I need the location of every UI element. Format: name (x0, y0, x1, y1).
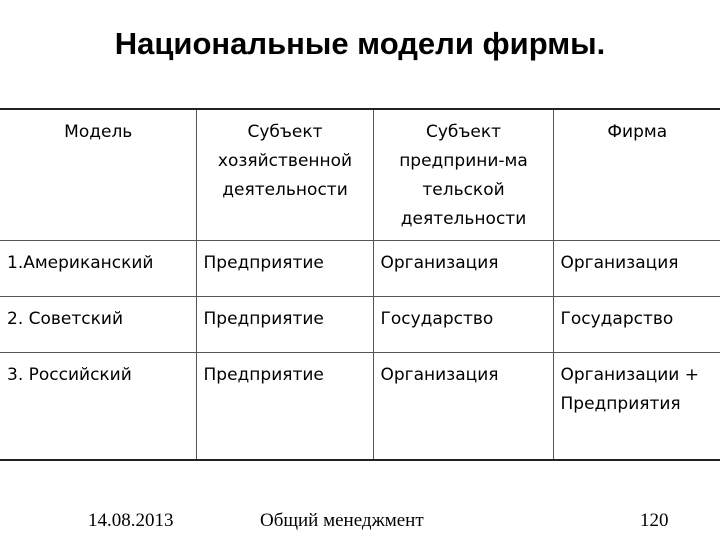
table-cell: 1.Американский (0, 241, 196, 297)
table-cell: Государство (553, 297, 720, 353)
table-cell: Государство (373, 297, 553, 353)
table-cell: Организация (373, 353, 553, 461)
header-entrepreneurial-subject: Субъект предприни-ма тельской деятельности (373, 109, 553, 241)
table-cell: Организация (553, 241, 720, 297)
table-header-row (0, 109, 720, 241)
header-firm: Фирма (553, 109, 720, 241)
footer-page-number: 120 (640, 510, 669, 531)
table-cell: Организации + Предприятия (553, 353, 720, 461)
slide-title: Национальные модели фирмы. (114, 26, 606, 61)
header-model: Модель (0, 109, 196, 241)
table-cell: 2. Советский (0, 297, 196, 353)
table-row (0, 297, 720, 353)
footer-date: 14.08.2013 (88, 510, 174, 531)
header-business-subject: Субъект хозяйственной деятельности (196, 109, 373, 241)
table-row (0, 353, 720, 461)
table-cell: Предприятие (196, 353, 373, 461)
table-cell: Предприятие (196, 241, 373, 297)
table-row (0, 241, 720, 297)
footer-course-name: Общий менеджмент (260, 510, 424, 531)
table-cell: Организация (373, 241, 553, 297)
table-cell: 3. Российский (0, 353, 196, 461)
national-models-table (0, 108, 720, 461)
table-cell: Предприятие (196, 297, 373, 353)
